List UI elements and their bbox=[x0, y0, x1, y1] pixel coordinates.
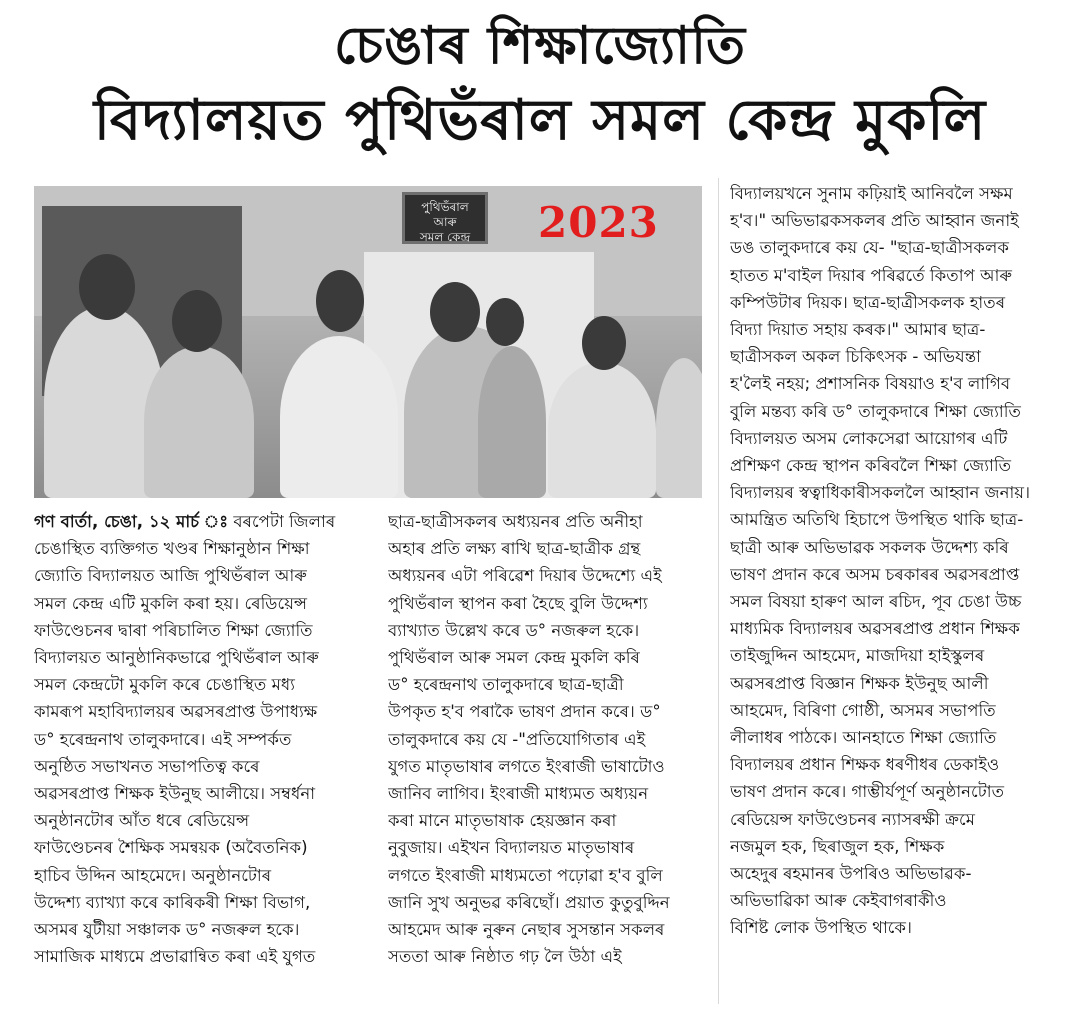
article-line: জানি সুখ অনুভৱ কৰিছোঁ। প্ৰয়াত কুতুবুদ্দিন bbox=[388, 892, 670, 912]
article-line: পুথিভঁৰাল স্থাপন কৰা হৈছে বুলি উদ্দেশ্য bbox=[388, 593, 648, 613]
photo-person-4-head bbox=[430, 282, 480, 342]
photo-sign bbox=[402, 192, 488, 244]
photo-person-5 bbox=[478, 346, 546, 498]
article-line: উদ্দেশ্য ব্যাখ্যা কৰে কাৰিকৰী শিক্ষা বিভাগ, bbox=[34, 892, 311, 912]
article-line: ৰেডিয়েন্স ফাউণ্ডেচনৰ ন্যাসৰক্ষী ক্ৰমে bbox=[730, 809, 975, 829]
photo-person-1-head bbox=[79, 254, 135, 320]
column-divider bbox=[718, 178, 719, 1004]
article-line: বিদ্যালয়খনে সুনাম কঢ়িয়াই আনিবলৈ সক্ষম bbox=[730, 184, 1013, 203]
article-line: ফাউণ্ডেচনৰ দ্বাৰা পৰিচালিত শিক্ষা জ্যোতি bbox=[34, 620, 313, 640]
article-column-3 bbox=[730, 180, 1050, 942]
article-column-2 bbox=[388, 508, 706, 970]
sign-line-2: আৰু bbox=[433, 215, 457, 229]
article-line: বিদ্যালয়ৰ স্বত্বাধিকাৰীসকললৈ আহ্বান জনায়। bbox=[730, 483, 1031, 503]
article-line: উপকৃত হ'ব পৰাকৈ ভাষণ প্ৰদান কৰে। ড° bbox=[388, 702, 661, 722]
article-line: প্ৰশিক্ষণ কেন্দ্ৰ স্থাপন কৰিবলৈ শিক্ষা জ্যোতি bbox=[730, 456, 1012, 476]
sign-line-1: পুথিভঁৰাল bbox=[421, 200, 469, 214]
article-column-1 bbox=[34, 508, 376, 970]
article-line: কৰা মানে মাতৃভাষাক হেয়জ্ঞান কৰা bbox=[388, 811, 617, 831]
article-line: লগতে ইংৰাজী মাধ্যমতো পঢ়োৱা হ'ব বুলি bbox=[388, 865, 663, 885]
article-line: আহমেদ, বিৰিণা গোষ্ঠী, অসমৰ সভাপতি bbox=[730, 700, 996, 720]
article-line: ড° হৰেন্দ্ৰনাথ তালুকদাৰে ছাত্ৰ-ছাত্ৰী bbox=[388, 675, 624, 695]
article-line: লীলাধৰ পাঠকে। আনহাতে শিক্ষা জ্যোতি bbox=[730, 728, 997, 748]
article-line: যুগত মাতৃভাষাৰ লগতে ইংৰাজী ভাষাটোও bbox=[388, 756, 665, 776]
article-line: আহমেদ আৰু নুৰুন নেছাৰ সুসন্তান সকলৰ bbox=[388, 920, 665, 940]
article-line: অসমৰ যুটীয়া সঞ্চালক ড° নজৰুল হকে। bbox=[34, 920, 300, 940]
photo-person-5-head bbox=[486, 298, 524, 346]
article-line: বিদ্যালয়ত অসম লোকসেৱা আয়োগৰ এটি bbox=[730, 428, 1008, 448]
article-line: অৱসৰপ্ৰাপ্ত শিক্ষক ইউনুছ আলীয়ে। সম্বৰ্ধনা bbox=[34, 784, 316, 804]
article-line: বিশিষ্ট লোক উপস্থিত থাকে। bbox=[730, 918, 912, 938]
article-line: নজমুল হক, ছিৰাজুল হক, শিক্ষক bbox=[730, 836, 945, 856]
article-line: হ'ব।" অভিভাৱকসকলৰ প্ৰতি আহ্বান জনাই bbox=[730, 211, 1019, 231]
article-line: ছাত্ৰী আৰু অভিভাৱক সকলক উদ্দেশ্য কৰি bbox=[730, 537, 1009, 557]
article-line: ড° হৰেন্দ্ৰনাথ তালুকদাৰে। এই সম্পৰ্কত bbox=[34, 729, 292, 749]
article-line: সমল বিষয়া হাৰুণ আল ৰচিদ, পূব চেঙা উচ্চ bbox=[730, 592, 1022, 612]
photo-person-3 bbox=[280, 336, 398, 498]
article-line: বিদ্যালয়ৰ প্ৰধান শিক্ষক ধৰণীধৰ ডেকাইও bbox=[730, 755, 1000, 775]
article-line: বিদ্যালয়ত আনুষ্ঠানিকভাৱে পুথিভঁৰাল আৰু bbox=[34, 648, 319, 668]
article-line: হ'লৈই নহয়; প্ৰশাসনিক বিষয়াও হ'ব লাগিব bbox=[730, 374, 1011, 394]
year-label: 2023 bbox=[538, 198, 659, 247]
article-line: ভাষণ প্ৰদান কৰে। গাম্ভীৰ্যপূৰ্ণ অনুষ্ঠানটোত bbox=[730, 782, 1005, 802]
photo-person-3-head bbox=[316, 270, 364, 332]
photo-person-7 bbox=[656, 358, 702, 498]
headline-line-1: চেঙাৰ শিক্ষাজ্যোতি bbox=[333, 15, 747, 76]
headline-line-2: বিদ্যালয়ত পুথিভঁৰাল সমল কেন্দ্ৰ মুকলি bbox=[93, 87, 987, 153]
article-line: ছাত্ৰ-ছাত্ৰীসকলৰ অধ্যয়নৰ প্ৰতি অনীহা bbox=[388, 512, 643, 531]
article-line: মাধ্যমিক বিদ্যালয়ৰ অৱসৰপ্ৰাপ্ত প্ৰধান শিক্ষক bbox=[730, 619, 1020, 639]
dateline: গণ বাৰ্তা, চেঙা, ১২ মাৰ্চ ঃ bbox=[34, 512, 229, 531]
article-line: ভাষণ প্ৰদান কৰে অসম চৰকাৰৰ অৱসৰপ্ৰাপ্ত bbox=[730, 564, 1020, 584]
article-line-text: বৰপেটা জিলাৰ bbox=[233, 512, 336, 531]
article-line: অহেদুৰ ৰহমানৰ উপৰিও অভিভাৱক- bbox=[730, 864, 972, 884]
photo-person-2 bbox=[144, 346, 254, 498]
article-line: আমন্ত্ৰিত অতিথি হিচাপে উপস্থিত থাকি ছাত্ৰ- bbox=[730, 510, 1024, 530]
article-line: সততা আৰু নিষ্ঠাত গঢ় লৈ উঠা এই bbox=[388, 947, 622, 967]
article-line: বিদ্যা দিয়াত সহায় কৰক।" আমাৰ ছাত্ৰ- bbox=[730, 320, 986, 340]
sign-line-3: সমল কেন্দ্ৰ bbox=[419, 230, 471, 244]
article-line: পুথিভঁৰাল আৰু সমল কেন্দ্ৰ মুকলি কৰি bbox=[388, 648, 640, 668]
article-line: সামাজিক মাধ্যমে প্ৰভাৱান্বিত কৰা এই যুগত bbox=[34, 947, 316, 967]
article-line bbox=[34, 508, 376, 535]
article-line: কম্পিউটাৰ দিয়ক। ছাত্ৰ-ছাত্ৰীসকলক হাতৰ bbox=[730, 292, 1006, 312]
article-line: তালুকদাৰে কয় যে -"প্ৰতিযোগিতাৰ এই bbox=[388, 729, 646, 749]
article-line: তাইজুদ্দিন আহমেদ, মাজদিয়া হাইস্কুলৰ bbox=[730, 646, 985, 666]
article-line: অৱসৰপ্ৰাপ্ত বিজ্ঞান শিক্ষক ইউনুছ আলী bbox=[730, 673, 989, 693]
article-line: ডঙ তালুকদাৰে কয় যে- "ছাত্ৰ-ছাত্ৰীসকলক bbox=[730, 238, 1009, 258]
article-line: ছাত্ৰীসকল অকল চিকিৎসক - অভিযন্তা bbox=[730, 347, 981, 367]
photo-person-2-head bbox=[172, 290, 222, 352]
article-line: অনুষ্ঠানটোৰ আঁত ধৰে ৰেডিয়েন্স bbox=[34, 811, 250, 831]
article-line: ফাউণ্ডেচনৰ শৈক্ষিক সমন্বয়ক (অবৈতনিক) bbox=[34, 838, 308, 858]
article-line: হাচিব উদ্দিন আহমেদে। অনুষ্ঠানটোৰ bbox=[34, 865, 272, 885]
article-line: ব্যাখ্যাত উল্লেখ কৰে ড° নজৰুল হকে। bbox=[388, 620, 640, 640]
article-line: অনুষ্ঠিত সভাখনত সভাপতিত্ব কৰে bbox=[34, 756, 260, 776]
photo-person-6-head bbox=[582, 316, 626, 370]
article-line: সমল কেন্দ্ৰটো মুকলি কৰে চেঙাস্থিত মধ্য bbox=[34, 675, 295, 695]
article-line: অভিভাৱিকা আৰু কেইবাগৰাকীও bbox=[730, 891, 947, 911]
photo-person-6 bbox=[548, 362, 656, 498]
article-line: জানিব লাগিব। ইংৰাজী মাধ্যমত অধ্যয়ন bbox=[388, 784, 649, 804]
article-line: সমল কেন্দ্ৰ এটি মুকলি কৰা হয়। ৰেডিয়েন্স bbox=[34, 593, 308, 613]
article-line: চেঙাস্থিত ব্যক্তিগত খণ্ডৰ শিক্ষানুষ্ঠান শিক্ষা bbox=[34, 539, 310, 559]
article-line: বুলি মন্তব্য কৰি ড° তালুকদাৰে শিক্ষা জ্যোতি bbox=[730, 401, 1021, 421]
article-line: নুবুজায়। এইখন বিদ্যালয়ত মাতৃভাষাৰ bbox=[388, 838, 635, 858]
article-line: অধ্যয়নৰ এটা পৰিৱেশ দিয়াৰ উদ্দেশ্যে এই bbox=[388, 566, 662, 586]
article-line: কামৰূপ মহাবিদ্যালয়ৰ অৱসৰপ্ৰাপ্ত উপাধ্যক্ষ bbox=[34, 702, 318, 722]
article-line: জ্যোতি বিদ্যালয়ত আজি পুথিভঁৰাল আৰু bbox=[34, 566, 307, 586]
article-line: হাতত ম'বাইল দিয়াৰ পৰিৱৰ্তে কিতাপ আৰু bbox=[730, 265, 1012, 285]
article-line: অহাৰ প্ৰতি লক্ষ্য ৰাখি ছাত্ৰ-ছাত্ৰীক গ্ৰন্থ bbox=[388, 539, 641, 559]
